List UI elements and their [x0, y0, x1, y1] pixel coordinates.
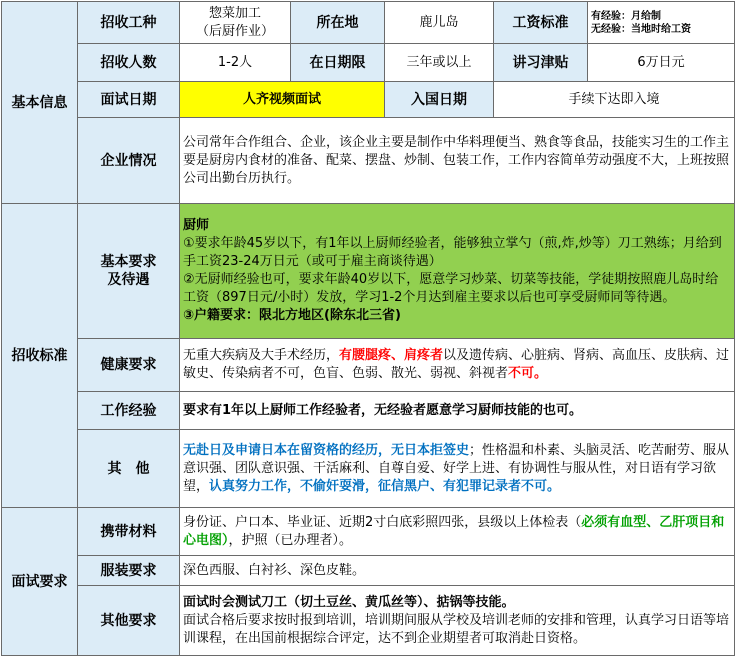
location-label: 所在地 [291, 2, 385, 44]
row-interview [2, 82, 735, 118]
recruitment-table [1, 1, 735, 656]
materials-text [180, 508, 735, 556]
experience-label: 工作经验 [78, 392, 180, 430]
materials-t1: 身份证、户口本、毕业证、近期2寸白底彩照四张，县级以上体检表（ [183, 514, 582, 530]
health-t3: 以及遗传病、心脏病、肾病、高血压、皮肤病、过敏史、传染病者不可，色盲、色弱、散光、弱视、斜视者 [183, 348, 730, 381]
other-label: 其 他 [78, 430, 180, 508]
requirements-label-line1: 基本要求 [100, 254, 157, 270]
company-label: 企业情况 [78, 118, 180, 204]
company-text: 公司常年合作组合、企业，该企业主要是制作中华料理便当、熟食等食品，技能实习生的工作主要是厨房内食材的准备、配菜、摆盘、炒制、包装工作，工作内容简单劳动强度不大，上班按照公司出勤台历执行。 [180, 118, 735, 204]
materials-t3: ，护照（已办理者）。 [228, 532, 353, 548]
section-interview-req: 面试要求 [2, 508, 78, 656]
dress-text: 深色西服、白衬衫、深色皮鞋。 [180, 556, 735, 586]
entry-value: 手续下达即入境 [494, 82, 735, 118]
job-type-line2: （后厨作业） [195, 23, 274, 39]
health-t1: 无重大疾病及大手术经历， [183, 348, 340, 363]
job-type-value [180, 2, 291, 44]
interview-label: 面试日期 [78, 82, 180, 118]
other-t1: 无赴日及申请日本在留资格的经历，无日本拒签史 [183, 442, 470, 458]
row-other [2, 430, 735, 508]
requirements-label [78, 204, 180, 339]
requirements-text [180, 204, 735, 339]
materials-label: 携带材料 [78, 508, 180, 556]
allowance-label: 讲习津贴 [494, 44, 588, 82]
health-t2: 有腰腿疼、肩疼者 [339, 348, 444, 363]
wage-line1: 有经验：月给制 [591, 10, 661, 22]
period-label: 在日期限 [291, 44, 385, 82]
others2-t2: 面试合格后要求按时报到培训，培训期间服从学校及培训老师的安排和管理，认真学习日语等培训课程，在出国前根据综合评定，达不到企业期望者可取消赴日资格。 [183, 612, 730, 646]
period-value: 三年或以上 [385, 44, 494, 82]
wage-line2: 无经验：当地时给工资 [591, 23, 691, 35]
health-label: 健康要求 [78, 339, 180, 392]
other-t2: ；性格温和朴素、头脑灵活、吃苦耐劳、服从意识强、团队意识强、干活麻利、自尊自爱、好学上进、有协调性与服从性，对日语有学习欲望， [183, 442, 730, 494]
requirements-label-line2: 及待遇 [107, 272, 150, 288]
allowance-value: 6万日元 [588, 44, 735, 82]
others2-t1: 面试时会测试刀工（切土豆丝、黄瓜丝等）、掂锅等技能。 [183, 594, 515, 610]
count-value: 1-2人 [180, 44, 291, 82]
health-text [180, 339, 735, 392]
other-text [180, 430, 735, 508]
wage-label: 工资标准 [494, 2, 588, 44]
row-dress [2, 556, 735, 586]
row-experience [2, 392, 735, 430]
requirements-title: 厨师 [183, 218, 210, 233]
section-basic-info: 基本信息 [2, 2, 78, 204]
entry-label: 入国日期 [385, 82, 494, 118]
health-t4: 不可。 [508, 366, 548, 381]
row-requirements [2, 204, 735, 339]
interview-value: 人齐视频面试 [180, 82, 385, 118]
wage-value [588, 2, 735, 44]
experience-text: 要求有1年以上厨师工作经验者，无经验者愿意学习厨师技能的也可。 [180, 392, 735, 430]
others2-text [180, 586, 735, 656]
row-count [2, 44, 735, 82]
row-health [2, 339, 735, 392]
row-company [2, 118, 735, 204]
row-job-type [2, 2, 735, 44]
row-materials [2, 508, 735, 556]
other-t3: 认真努力工作，不偷奸耍滑，征信黑户、有犯罪记录者不可。 [209, 478, 561, 494]
requirements-p3: ③户籍要求：限北方地区(除东北三省) [183, 308, 401, 323]
count-label: 招收人数 [78, 44, 180, 82]
location-value: 鹿儿岛 [385, 2, 494, 44]
dress-label: 服装要求 [78, 556, 180, 586]
section-recruit-standard: 招收标准 [2, 204, 78, 508]
job-type-line1: 惣菜加工 [208, 5, 261, 21]
row-others2 [2, 586, 735, 656]
requirements-p1: ①要求年龄45岁以下，有1年以上厨师经验者，能够独立掌勺（煎,炸,炒等）刀工熟练；月给到手工资23-24万日元（或可于雇主商谈待遇） [183, 236, 722, 269]
others2-label: 其他要求 [78, 586, 180, 656]
materials-t2: 必须有血型、乙肝项目和心电图） [183, 514, 725, 548]
job-type-label: 招收工种 [78, 2, 180, 44]
requirements-p2: ②无厨师经验也可，要求年龄40岁以下，愿意学习炒菜、切菜等技能，学徒期按照鹿儿岛时给工资（897日元/小时）发放，学习1-2个月达到雇主要求以后也可享受厨师同等待遇。 [183, 272, 719, 305]
